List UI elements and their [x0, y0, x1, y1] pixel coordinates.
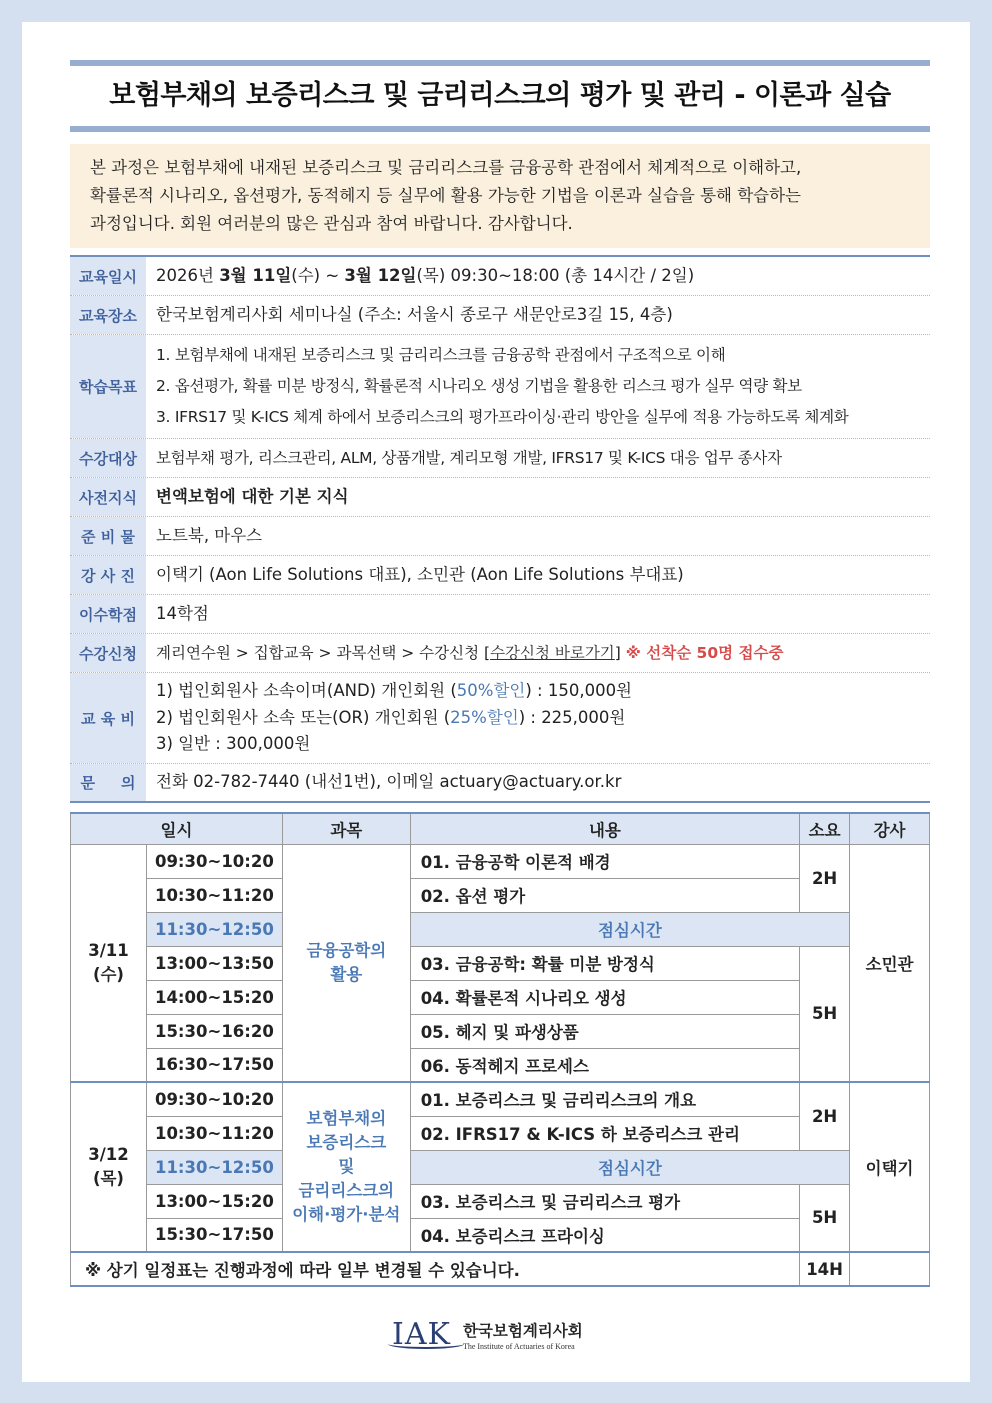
info-label: 이수학점: [70, 595, 146, 633]
info-row-fee: [70, 673, 930, 764]
table-row: [71, 1184, 930, 1218]
header-date: 일시: [71, 813, 283, 844]
content-cell: 01. 금융공학 이론적 배경: [410, 844, 799, 878]
credits-value: 14학점: [156, 603, 209, 623]
weekday-text: (수): [92, 964, 124, 984]
fee-item: [156, 678, 930, 705]
hours-cell: 5H: [800, 1184, 850, 1252]
time-cell: 15:30~17:50: [146, 1218, 282, 1252]
hours-cell: 2H: [800, 844, 850, 912]
info-value: [146, 296, 930, 334]
page: [22, 22, 970, 1382]
fee-discount: 50%할인: [456, 681, 526, 701]
fee-item: [156, 705, 930, 732]
time-cell: 11:30~12:50: [146, 912, 282, 946]
weekday-text: (목): [92, 1169, 124, 1188]
info-row-place: [70, 296, 930, 335]
info-label: 교육장소: [70, 296, 146, 334]
date-mid: (수) ~: [291, 265, 345, 285]
fee-price: ) : 225,000원: [518, 707, 626, 727]
lunch-cell: 점심시간: [410, 912, 849, 946]
intro-line: 과정입니다. 회원 여러분의 많은 관심과 참여 바랍니다. 감사합니다.: [90, 214, 573, 233]
fee-text: 1) 법인회원사 소속이며(AND) 개인회원 (: [156, 681, 457, 701]
subject-line: 보증리스크: [306, 1133, 387, 1152]
info-row-date: [70, 257, 930, 296]
total-hours: 14H: [800, 1252, 850, 1286]
place-value: 한국보험계리사회 세미나실 (주소: 서울시 종로구 새문안로3길 15, 4층): [156, 304, 673, 324]
info-value: [146, 257, 930, 295]
empty-cell: [850, 1252, 930, 1286]
info-value: [146, 595, 930, 633]
content-cell: 04. 확률론적 시나리오 생성: [410, 980, 799, 1014]
date-suffix: (목) 09:30~18:00 (총 14시간 / 2일): [416, 265, 695, 285]
subject-line: 금리리스크의: [298, 1181, 395, 1200]
target-value: 보험부채 평가, 리스크관리, ALM, 상품개발, 계리모형 개발, IFRS17 및 K-ICS 대응 업무 종사자: [156, 448, 782, 467]
apply-notice: ※ 선착순 50명 접수중: [625, 643, 784, 662]
time-cell: 14:00~15:20: [146, 980, 282, 1014]
table-row-lunch: [71, 912, 930, 946]
info-row-prereq: [70, 478, 930, 517]
day1-instructor: 소민관: [850, 844, 930, 1082]
info-value: [146, 556, 930, 594]
fee-discount: 25%할인: [450, 707, 519, 727]
goal-item: 2. 옵션평가, 확률 미분 방정식, 확률론적 시나리오 생성 기법을 활용한 리스크 평가 실무 역량 확보: [156, 377, 802, 395]
content-cell: 03. 보증리스크 및 금리리스크 평가: [410, 1184, 799, 1218]
day1-subject: [282, 844, 410, 1082]
info-label: 교육일시: [70, 257, 146, 295]
info-value: [146, 673, 930, 763]
time-cell: 15:30~16:20: [146, 1014, 282, 1048]
info-row-prep: [70, 517, 930, 556]
info-row-target: [70, 439, 930, 478]
info-label: 준 비 물: [70, 517, 146, 555]
schedule-table: [70, 812, 930, 1287]
org-name: [463, 1319, 583, 1351]
time-cell: 16:30~17:50: [146, 1048, 282, 1082]
subject-line: 보험부채의: [306, 1109, 387, 1128]
logo-text: IAK: [392, 1317, 451, 1352]
time-cell: 13:00~15:20: [146, 1184, 282, 1218]
end-date: 3월 12일: [344, 265, 417, 285]
fee-text: 3) 일반 : 300,000원: [156, 734, 311, 754]
bracket: ]: [614, 643, 621, 662]
day1-date: [71, 844, 147, 1082]
info-row-instructors: [70, 556, 930, 595]
goal-item: 3. IFRS17 및 K-ICS 체계 하에서 보증리스크의 평가프라이싱·관리 방안을 실무에 적용 가능하도록 체계화: [156, 408, 849, 426]
table-footer-row: [71, 1252, 930, 1286]
day2-subject: [282, 1082, 410, 1252]
info-label: 교 육 비: [70, 673, 146, 763]
info-label: 수강대상: [70, 439, 146, 477]
footer-logo-block: [392, 1317, 583, 1352]
title-block: [70, 60, 930, 132]
time-cell: 10:30~11:20: [146, 878, 282, 912]
info-value: [146, 439, 930, 477]
info-row-goals: [70, 335, 930, 439]
time-cell: 09:30~10:20: [146, 1082, 282, 1116]
info-value: [146, 764, 930, 801]
content-cell: 02. IFRS17 & K-ICS 하 보증리스크 관리: [410, 1116, 799, 1150]
info-value: [146, 478, 930, 516]
time-cell: 13:00~13:50: [146, 946, 282, 980]
content-cell: 04. 보증리스크 프라이싱: [410, 1218, 799, 1252]
content-cell: 06. 동적헤지 프로세스: [410, 1048, 799, 1082]
table-row-lunch: [71, 1150, 930, 1184]
prereq-value: 변액보험에 대한 기본 지식: [156, 486, 349, 506]
info-value: [146, 634, 930, 672]
schedule-note: ※ 상기 일정표는 진행과정에 따라 일부 변경될 수 있습니다.: [71, 1252, 800, 1286]
apply-link[interactable]: 수강신청 바로가기: [490, 643, 615, 662]
content-cell: 03. 금융공학: 확률 미분 방정식: [410, 946, 799, 980]
apply-path: 계리연수원 > 집합교육 > 과목선택 > 수강신청: [156, 643, 484, 662]
contact-value: 전화 02-782-7440 (내선1번), 이메일 actuary@actuary.or.kr: [156, 772, 622, 792]
logo-swoosh: [388, 1339, 464, 1349]
intro-line: 본 과정은 보험부채에 내재된 보증리스크 및 금리리스크를 금융공학 관점에서 체계적으로 이해하고,: [90, 158, 802, 177]
day2-date: [71, 1082, 147, 1252]
start-date: 3월 11일: [219, 265, 292, 285]
prep-value: 노트북, 마우스: [156, 525, 263, 545]
info-label: 학습목표: [70, 335, 146, 438]
content-cell: 01. 보증리스크 및 금리리스크의 개요: [410, 1082, 799, 1116]
content-cell: 05. 헤지 및 파생상품: [410, 1014, 799, 1048]
org-name-ko: 한국보험계리사회: [462, 1321, 583, 1340]
fee-text: 2) 법인회원사 소속 또는(OR) 개인회원 (: [156, 707, 451, 727]
info-label: 강 사 진: [70, 556, 146, 594]
info-label: 사전지식: [70, 478, 146, 516]
intro-line: 확률론적 시나리오, 옵션평가, 동적헤지 등 실무에 활용 가능한 기법을 이론과 실습을 통해 학습하는: [90, 186, 801, 205]
info-table: [70, 255, 930, 803]
instructors-value: 이택기 (Aon Life Solutions 대표), 소민관 (Aon Life Solutions 부대표): [156, 564, 684, 584]
title-bottom-bar: [70, 126, 930, 132]
subject-line: 이해·평가·분석: [292, 1205, 401, 1224]
table-row: [71, 844, 930, 878]
info-row-apply: [70, 634, 930, 673]
info-row-contact: [70, 764, 930, 801]
time-cell: 11:30~12:50: [146, 1150, 282, 1184]
date-text: 3/11: [88, 940, 129, 960]
table-row: [71, 1082, 930, 1116]
subject-line: 및: [338, 1157, 355, 1176]
header-instructor: 강사: [850, 813, 930, 844]
subject-line: 금융공학의: [306, 940, 387, 960]
time-cell: 10:30~11:20: [146, 1116, 282, 1150]
org-name-en: The Institute of Actuaries of Korea: [462, 1341, 575, 1351]
hours-cell: 5H: [800, 946, 850, 1082]
date-prefix: 2026년: [156, 265, 220, 285]
iak-logo: [392, 1317, 451, 1352]
info-value: [146, 335, 930, 438]
page-title: 보험부채의 보증리스크 및 금리리스크의 평가 및 관리 - 이론과 실습: [109, 80, 891, 111]
info-label: 수강신청: [70, 634, 146, 672]
date-text: 3/12: [88, 1145, 129, 1164]
fee-item: [156, 731, 930, 758]
info-row-credits: [70, 595, 930, 634]
info-label: 문 의: [70, 764, 146, 801]
header-subject: 과목: [282, 813, 410, 844]
hours-cell: 2H: [800, 1082, 850, 1150]
header-hours: 소요: [800, 813, 850, 844]
time-cell: 09:30~10:20: [146, 844, 282, 878]
day2-instructor: 이택기: [850, 1082, 930, 1252]
header-content: 내용: [410, 813, 799, 844]
lunch-cell: 점심시간: [410, 1150, 849, 1184]
table-row: [71, 946, 930, 980]
goal-item: 1. 보험부채에 내재된 보증리스크 및 금리리스크를 금융공학 관점에서 구조적으로 이해: [156, 346, 726, 364]
fee-price: ) : 150,000원: [525, 681, 633, 701]
bracket: [: [484, 643, 491, 662]
intro-box: [70, 144, 930, 248]
info-value: [146, 517, 930, 555]
content-cell: 02. 옵션 평가: [410, 878, 799, 912]
subject-line: 활용: [330, 964, 363, 984]
schedule-header-row: [71, 813, 930, 844]
